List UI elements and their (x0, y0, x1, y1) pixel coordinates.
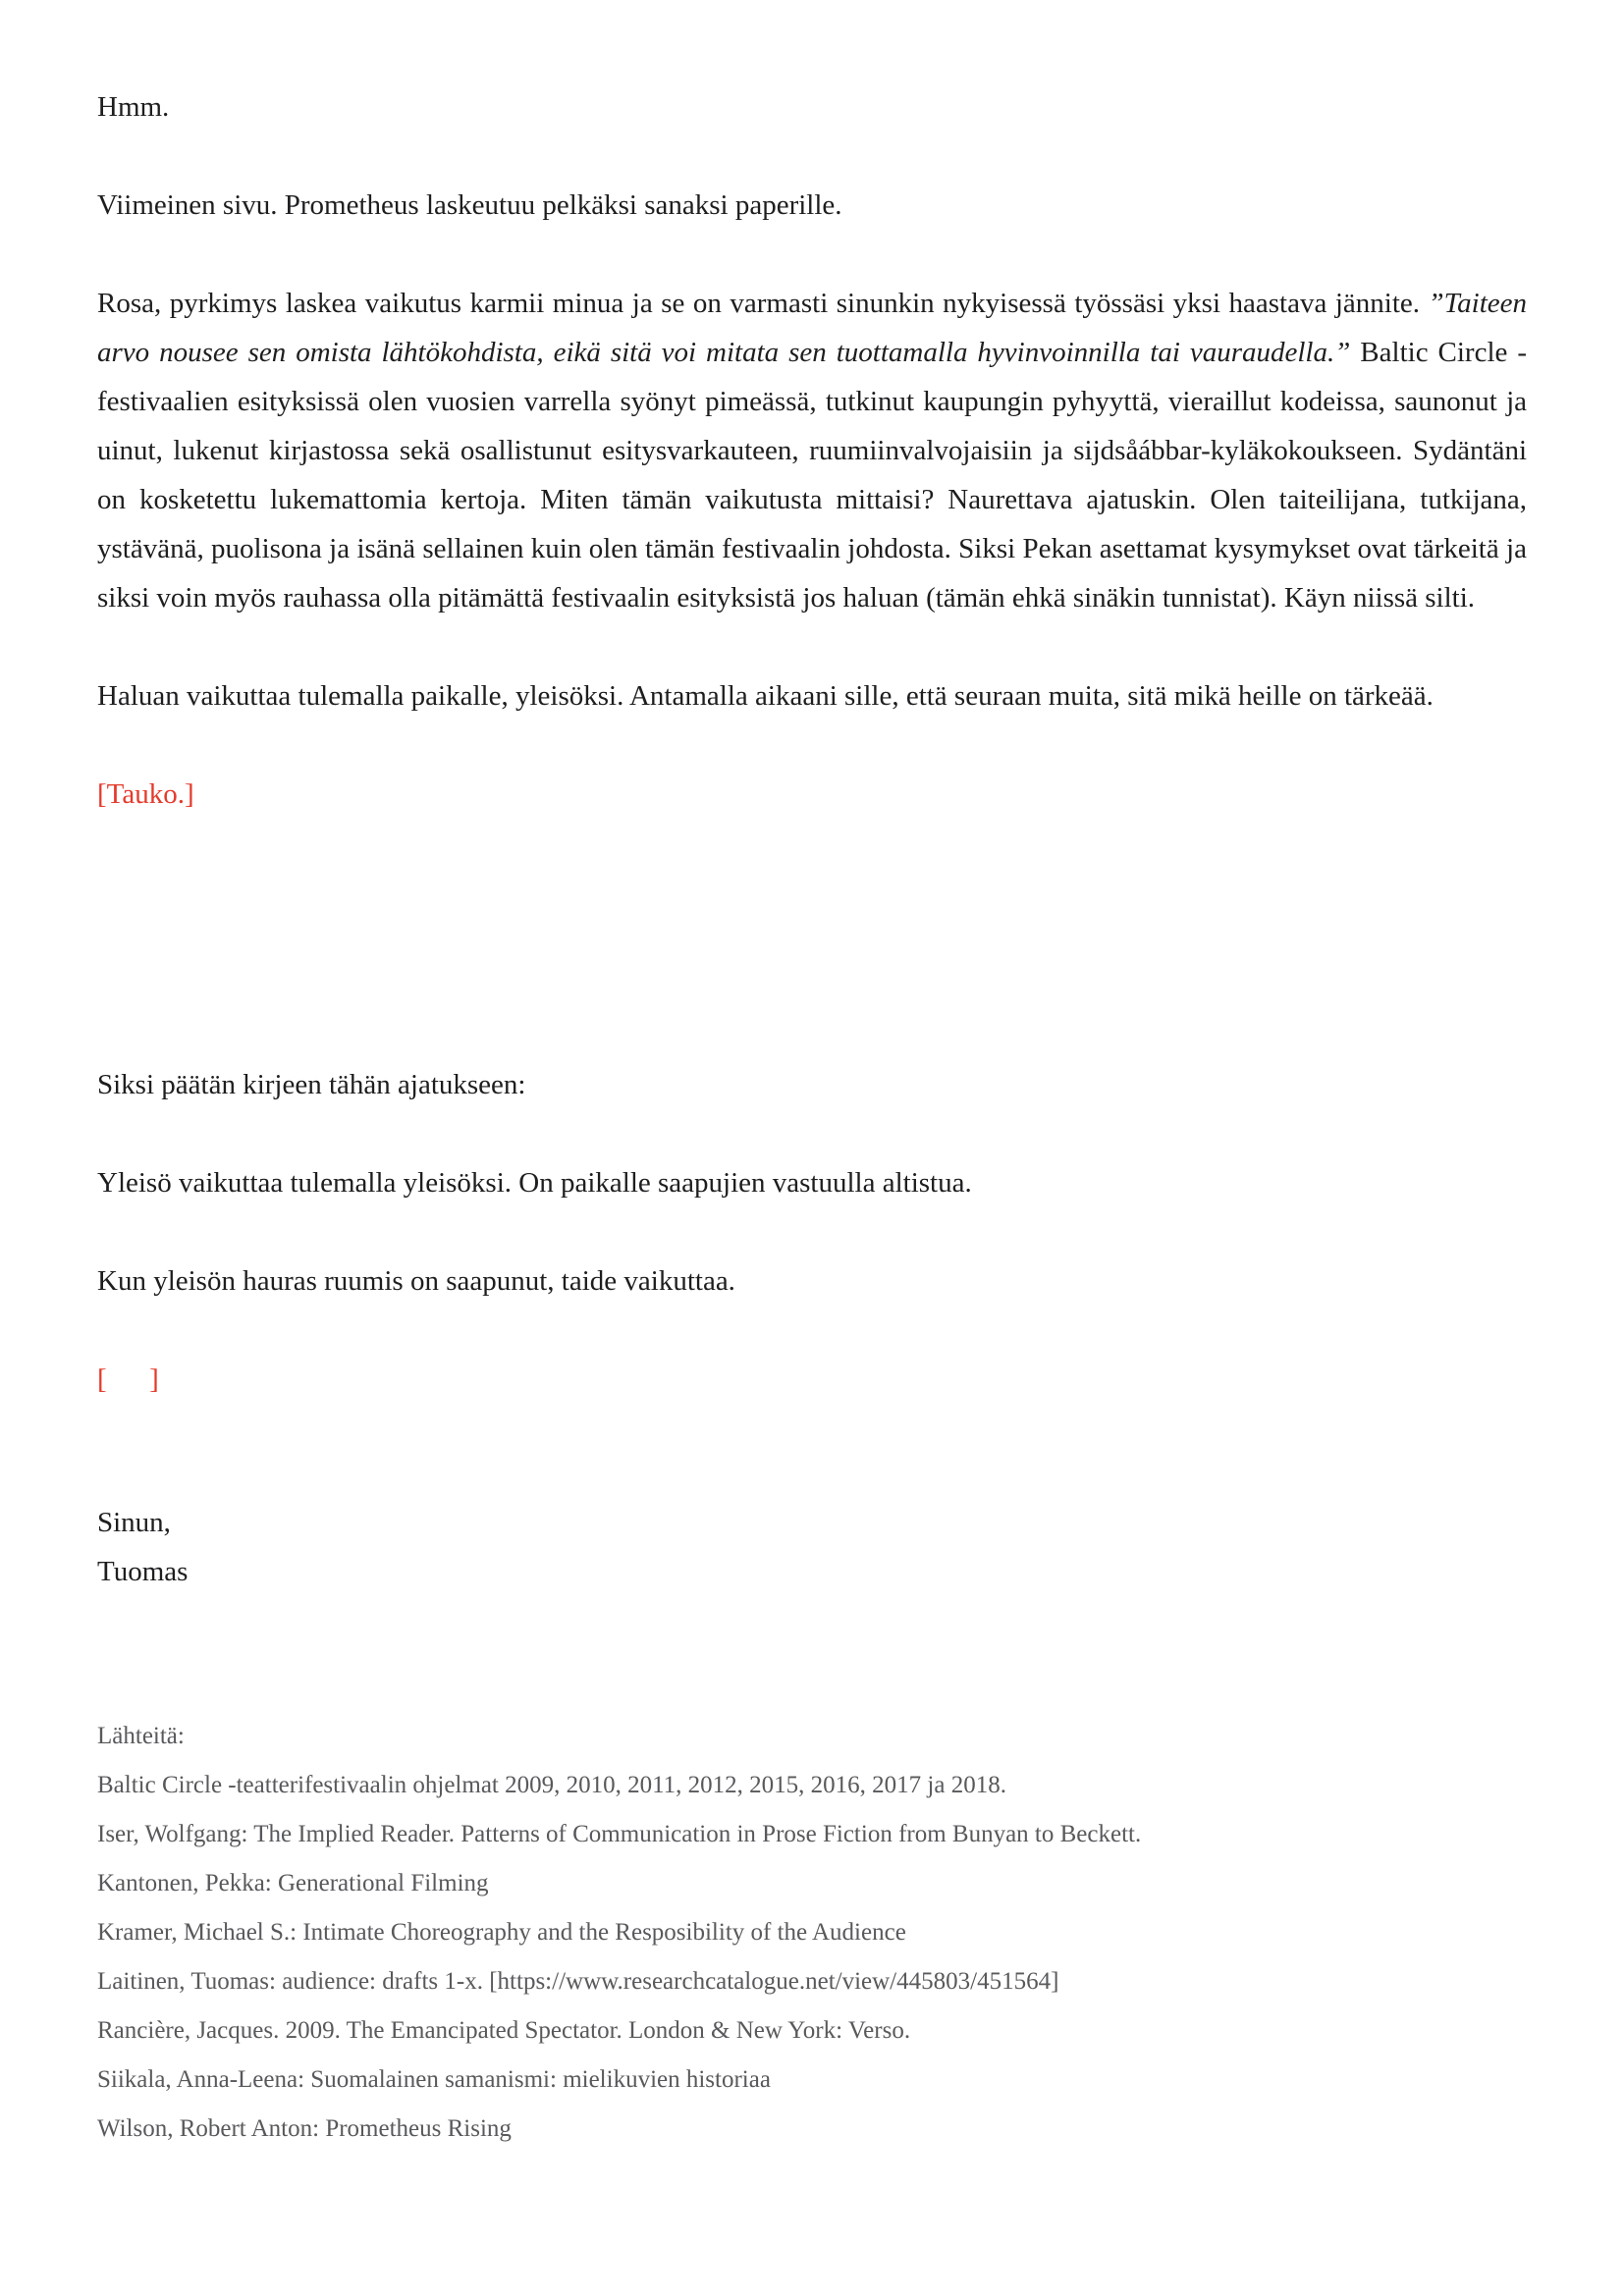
reference-item-iser: Iser, Wolfgang: The Implied Reader. Patterns of Communication in Prose Fiction from Bunyan to Beckett. (97, 1821, 1142, 1847)
rosa-body-text: Baltic Circle -festivaalien esityksissä olen vuosien varrella syönyt pimeässä, tutkinut kaupungin pyhyyttä, vieraillut kodeissa, saunonut ja uinut, lukenut kirjastossa sekä osallistunut esitysvarkauteen, ruumiinvalvojaisiin ja sijdsåábbar-kyläkokoukseen. Sydäntäni on kosketettu lukemattomia kertoja. Miten tämän vaikutusta mittaisi? Naurettava ajatuskin. Olen taiteilijana, tutkijana, ystävänä, puolisona ja isänä sellainen kuin olen tämän festivaalin johdosta. Siksi Pekan asettamat kysymykset ovat tärkeitä ja siksi voin myös rauhassa olla pitämättä festivaalin esityksistä jos haluan (tämän ehkä sinäkin tunnistat). Käyn niissä silti. (97, 337, 1527, 614)
paragraph-yleiso-vaikuttaa: Yleisö vaikuttaa tulemalla yleisöksi. On paikalle saapujien vastuulla altistua. (97, 1167, 972, 1199)
reference-item-kramer: Kramer, Michael S.: Intimate Choreography and the Resposibility of the Audience (97, 1919, 906, 1946)
empty-bracket-marker: [ ] (97, 1363, 159, 1395)
paragraph-opening-hmm: Hmm. (97, 91, 170, 123)
paragraph-last-page: Viimeinen sivu. Prometheus laskeutuu pelkäksi sanaksi paperille. (97, 189, 842, 221)
references-heading: Lähteitä: (97, 1723, 185, 1749)
rosa-quote-italic-text: ”Taiteen arvo nousee sen omista lähtökohdista, eikä sitä voi mitata sen tuottamalla hyvinvoinnilla tai vauraudella.” (97, 288, 1527, 368)
signoff-sinun: Sinun, (97, 1507, 171, 1538)
reference-item-baltic-circle: Baltic Circle -teatterifestivaalin ohjelmat 2009, 2010, 2011, 2012, 2015, 2016, 2017 ja 2018. (97, 1772, 1006, 1798)
reference-item-ranciere: Rancière, Jacques. 2009. The Emancipated Spectator. London & New York: Verso. (97, 2017, 911, 2044)
signoff (97, 1498, 1527, 1596)
paragraph-kun-yleison: Kun yleisön hauras ruumis on saapunut, taide vaikuttaa. (97, 1265, 735, 1297)
paragraph-rosa (97, 279, 1527, 622)
rosa-intro-text: Rosa, pyrkimys laskea vaikutus karmii minua ja se on varmasti sinunkin nykyisessä työssäsi yksi haastava jännite. (97, 288, 1429, 319)
signoff-tuomas: Tuomas (97, 1556, 189, 1587)
paragraph-siksi-paatan: Siksi päätän kirjeen tähän ajatukseen: (97, 1069, 526, 1100)
paragraph-haluan-vaikuttaa: Haluan vaikuttaa tulemalla paikalle, yleisöksi. Antamalla aikaani sille, että seuraan muita, sitä mikä heille on tärkeää. (97, 680, 1434, 712)
reference-item-laitinen: Laitinen, Tuomas: audience: drafts 1-x. [https://www.researchcatalogue.net/view/445803/451564] (97, 1968, 1059, 1995)
reference-item-siikala: Siikala, Anna-Leena: Suomalainen samanismi: mielikuvien historiaa (97, 2066, 771, 2093)
pause-marker: [Tauko.] (97, 778, 194, 810)
reference-item-kantonen: Kantonen, Pekka: Generational Filming (97, 1870, 489, 1896)
reference-item-wilson: Wilson, Robert Anton: Prometheus Rising (97, 2115, 512, 2142)
references-section (97, 1712, 1527, 2154)
